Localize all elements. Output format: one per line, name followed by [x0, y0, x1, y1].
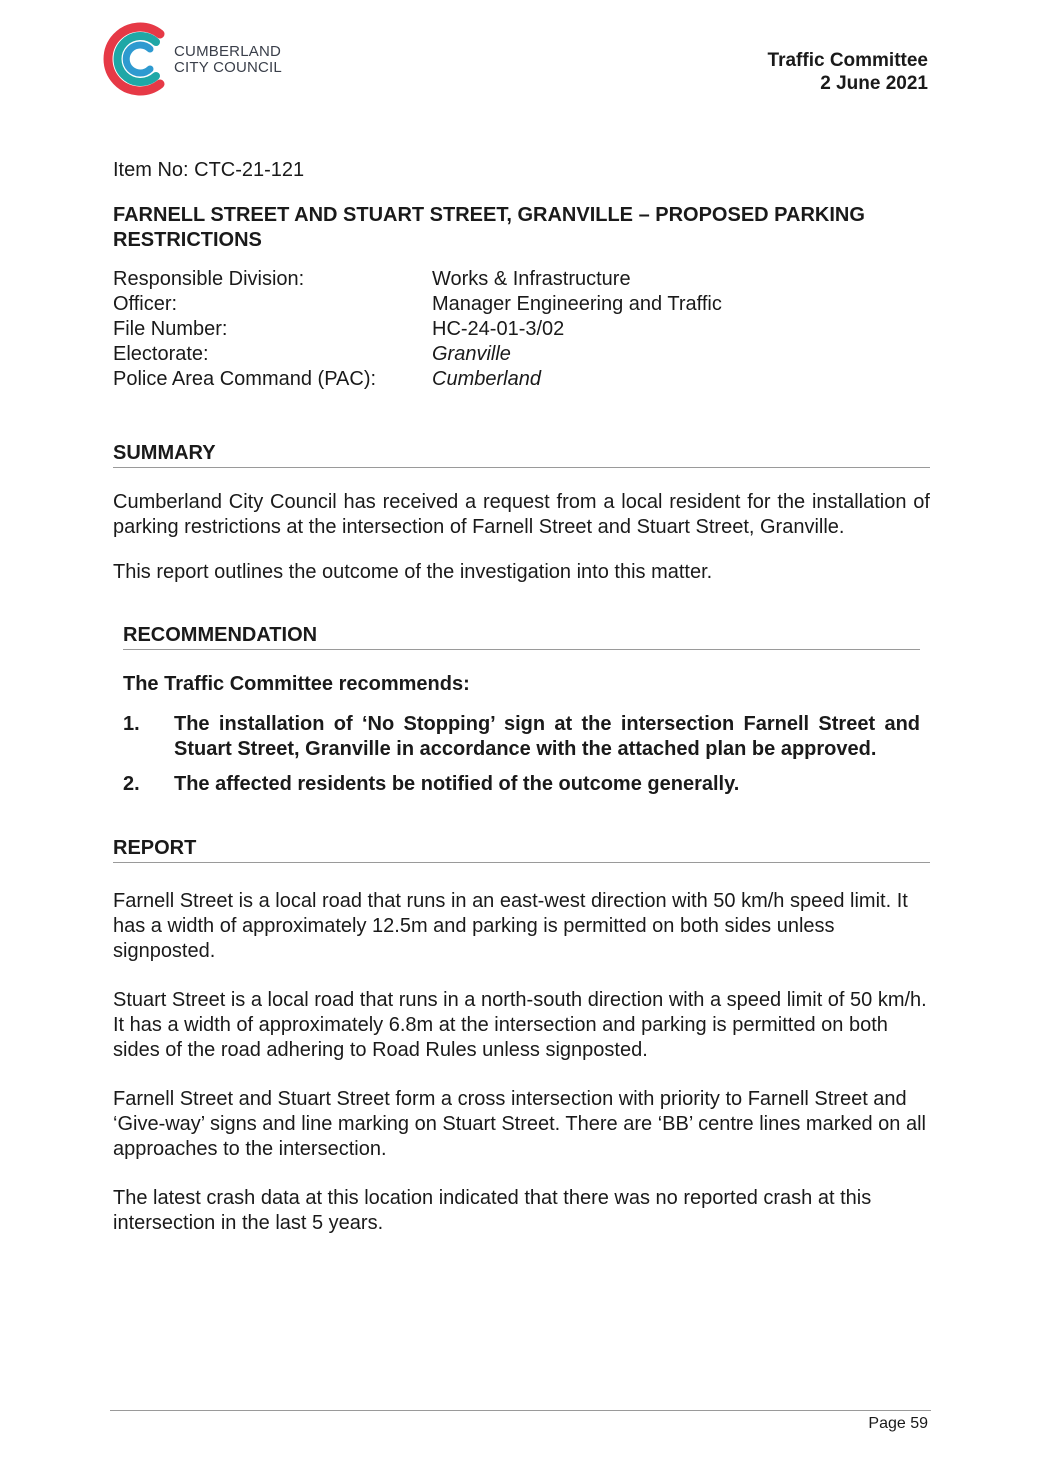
meta-value: HC-24-01-3/02	[432, 318, 565, 340]
meta-row	[113, 292, 930, 317]
summary-paragraph: Cumberland City Council has received a request from a local resident for the installation of parking restrictions at the intersection of Farnell Street and Stuart Street, Granville.	[113, 491, 930, 538]
list-item	[123, 712, 920, 762]
list-number: 1.	[123, 713, 140, 735]
report-paragraph: Farnell Street and Stuart Street form a cross intersection with priority to Farnell Street and ‘Give-way’ signs and line marking on Stuart Street. There are ‘BB’ centre lines marked on all approaches to the intersection.	[113, 1088, 926, 1160]
report-paragraph: The latest crash data at this location indicated that there was no reported crash at this intersection in the last 5 years.	[113, 1187, 872, 1234]
meta-label: Officer:	[113, 293, 178, 315]
meta-row	[113, 367, 930, 392]
meta-label: File Number:	[113, 318, 228, 340]
report-content	[113, 158, 930, 1236]
summary-paragraph: This report outlines the outcome of the investigation into this matter.	[113, 561, 713, 583]
meta-row	[113, 267, 930, 292]
list-item	[123, 772, 920, 797]
report-heading: REPORT	[113, 835, 930, 863]
list-number: 2.	[123, 773, 140, 795]
page-number: Page 59	[868, 1415, 928, 1432]
meeting-date: 2 June 2021	[820, 73, 928, 94]
meta-label: Police Area Command (PAC):	[113, 368, 377, 390]
meta-label: Electorate:	[113, 343, 209, 365]
cumberland-c-logo-icon	[100, 18, 172, 100]
recommendation-section	[123, 622, 920, 797]
logo-line-2: CITY COUNCIL	[174, 59, 282, 76]
meta-row	[113, 342, 930, 367]
item-number: Item No: CTC-21-121	[113, 159, 305, 181]
summary-heading: SUMMARY	[113, 440, 930, 468]
committee-name: Traffic Committee	[767, 50, 928, 71]
meta-value: Works & Infrastructure	[432, 268, 631, 290]
logo-line-1: CUMBERLAND	[174, 43, 282, 60]
committee-header	[768, 49, 928, 95]
metadata-table	[113, 267, 930, 392]
meta-value: Cumberland	[432, 368, 541, 390]
report-paragraph: Stuart Street is a local road that runs in a north-south direction with a speed limit of 50 km/h. It has a width of approximately 6.8m at the intersection and parking is permitted on both sides of the road adhering to Road Rules unless signposted.	[113, 989, 927, 1061]
council-logo	[100, 18, 290, 100]
meta-label: Responsible Division:	[113, 268, 305, 290]
list-text: The affected residents be notified of the outcome generally.	[174, 773, 740, 795]
list-text: The installation of ‘No Stopping’ sign at the intersection Farnell Street and Stuart Street, Granville in accordance with the attached plan be approved.	[174, 713, 920, 760]
report-paragraph: Farnell Street is a local road that runs in an east-west direction with 50 km/h speed limit. It has a width of approximately 12.5m and parking is permitted on both sides unless signposted.	[113, 890, 908, 962]
meta-value: Manager Engineering and Traffic	[432, 293, 722, 315]
footer-divider	[110, 1410, 931, 1411]
recommendation-heading: RECOMMENDATION	[123, 622, 920, 650]
recommendation-intro: The Traffic Committee recommends:	[123, 673, 470, 695]
recommendation-list	[123, 712, 920, 797]
meta-value: Granville	[432, 343, 511, 365]
report-title: FARNELL STREET AND STUART STREET, GRANVILLE – PROPOSED PARKING RESTRICTIONS	[113, 204, 865, 251]
meta-row	[113, 317, 930, 342]
logo-wordmark	[174, 44, 282, 76]
